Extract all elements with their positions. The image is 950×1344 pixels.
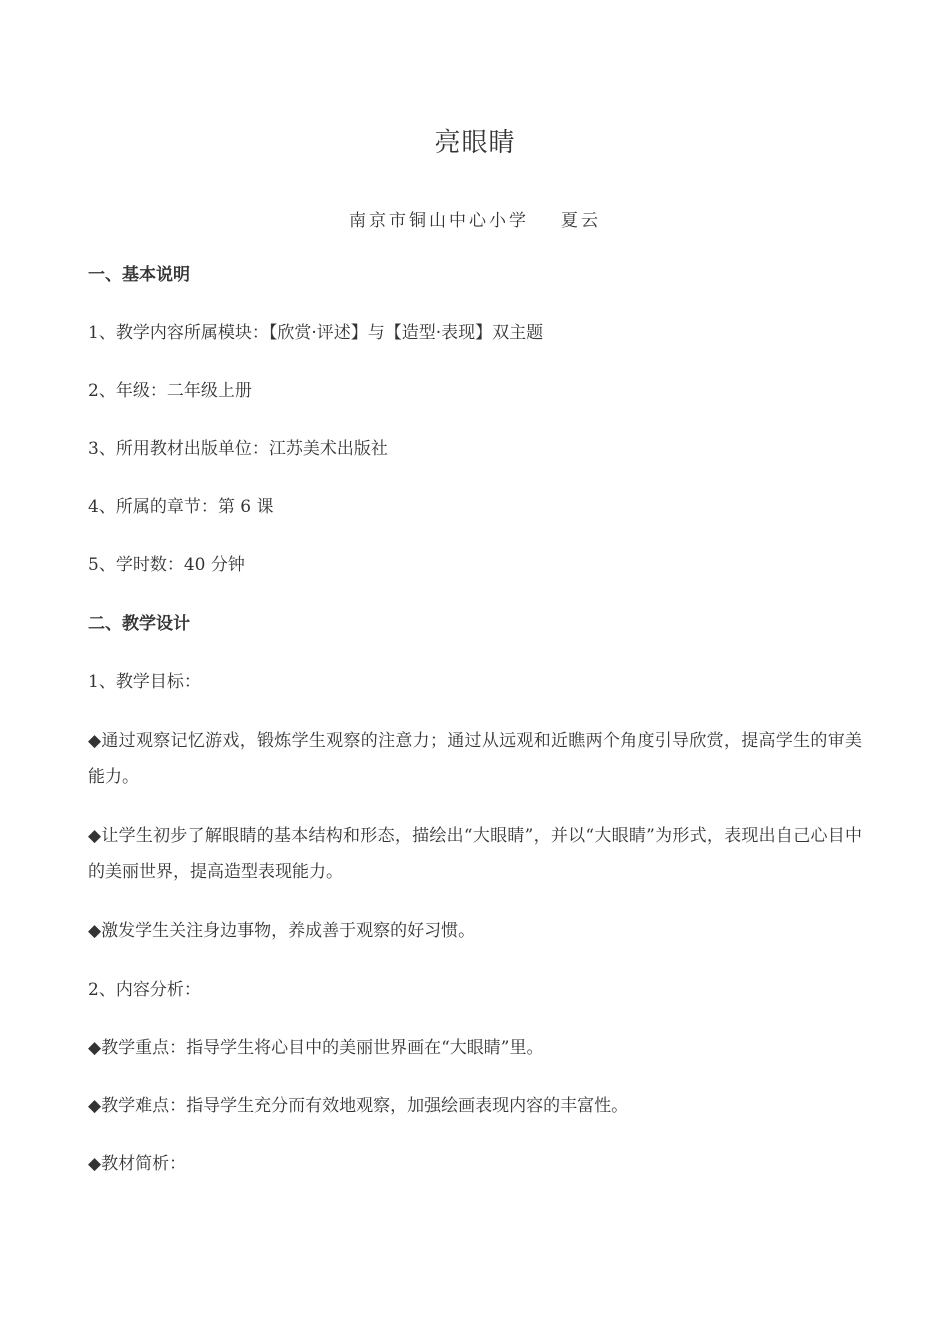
analysis-textbook: ◆教材简析：	[88, 1154, 187, 1174]
goal-paragraph-structure: ◆让学生初步了解眼睛的基本结构和形态，描绘出“大眼睛”，并以“大眼睛”为形式，表现出自己心目中的美丽世界，提高造型表现能力。	[88, 826, 862, 882]
analysis-heading: 2、内容分析：	[88, 980, 201, 1000]
section-heading-design: 二、教学设计	[88, 614, 190, 634]
basic-item-publisher: 3、所用教材出版单位：江苏美术出版社	[88, 439, 388, 459]
analysis-difficulty: ◆教学难点：指导学生充分而有效地观察，加强绘画表现内容的丰富性。	[88, 1096, 629, 1116]
basic-item-grade: 2、年级：二年级上册	[88, 381, 252, 401]
goal-paragraph-observation: ◆通过观察记忆游戏，锻炼学生观察的注意力；通过从远观和近瞧两个角度引导欣赏，提高学生的审美能力。	[88, 731, 862, 787]
section-heading-basic: 一、基本说明	[88, 265, 190, 285]
document-title: 亮眼睛	[434, 128, 516, 158]
goals-heading: 1、教学目标：	[88, 672, 201, 692]
author-name: 夏云	[561, 211, 601, 231]
basic-item-duration: 5、学时数：40 分钟	[88, 555, 245, 575]
analysis-key-point: ◆教学重点：指导学生将心目中的美丽世界画在“大眼睛”里。	[88, 1038, 544, 1058]
basic-item-chapter: 4、所属的章节：第 6 课	[88, 497, 274, 517]
basic-item-module: 1、教学内容所属模块：【欣赏·评述】与【造型·表现】双主题	[88, 323, 544, 343]
author-school: 南京市铜山中心小学	[349, 211, 529, 231]
goal-paragraph-habit: ◆激发学生关注身边事物，养成善于观察的好习惯。	[88, 921, 476, 941]
author-line	[0, 206, 950, 231]
